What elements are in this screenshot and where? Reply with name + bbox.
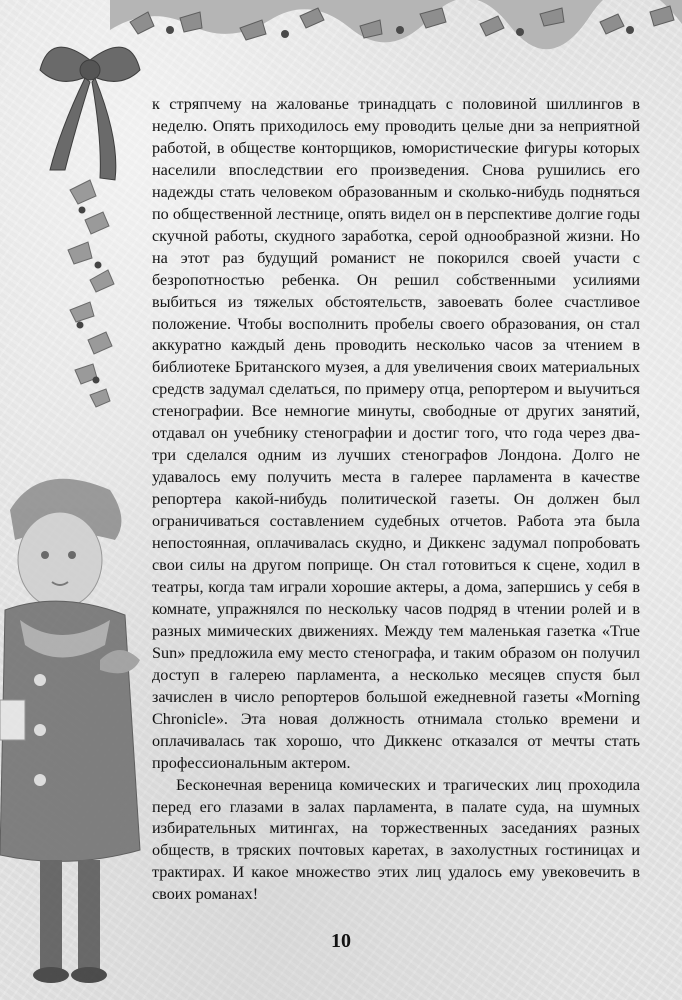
paragraph-1: к стряпчему на жалованье тринадцать с половиной шиллингов в неделю. Опять приходилось ему проводить целые дни за неприятной работой, в обществе конторщиков, юмористические фигуры которых населили впоследствии его произведения. Снова рушились его надежды стать человеком образованным и сколько-нибудь подняться по общественной лестнице, опять видел он в перспективе долгие годы скучной работы, скудного заработка, серой однообразной жизни. Но на этот раз будущий романист не покорился своей участи с безропотностью ребенка. Он решил собственными усилиями выбиться из тяжелых обстоятельств, завоевать более счастливое положение. Чтобы восполнить пробелы своего образования, он стал аккуратно каждый день проводить несколько часов за чтением в библиотеке Британского музея, а для увеличения своих материальных средств задумал сделаться, по примеру отца, репортером и выучиться стенографии. Все немногие минуты, свободные от других занятий, отдавал он учебнику стенографии и достиг того, что года через два-три сделался одним из лучших стенографов Лондона. Долго не удавалось ему получить места в галерее парламента в качестве репортера какой-нибудь политической газеты. Он должен был ограничиваться составлением судебных отчетов. Работа эта была непостоянная, оплачивалась скудно, и Диккенс задумал попробовать свои силы на другом поприще. Он стал готовиться к сцене, ходил в театры, когда там играли хорошие актеры, а дома, запершись у себя в комнате, упражнялся по нескольку часов подряд в чтении ролей и в разных мимических движениях. Между тем маленькая газетка «True Sun» предложила ему место стенографа, и таким образом он получил доступ в галерею парламента, а несколько месяцев спустя был зачислен в число репортеров большой ежедневной газеты «Morning Chronicle». Эта новая должность отнимала столько времени и оплачивалась так хорошо, что Диккенс отказался от мечты стать профессиональным актером. — [152, 95, 640, 772]
page-number: 10 — [331, 930, 351, 952]
victorian-girl-illustration — [0, 470, 150, 1000]
holly-garland-top — [110, 0, 682, 70]
paragraph-2: Бесконечная вереница комических и трагических лиц проходила перед его глазами в залах парламента, в палате суда, на шумных избирательных митингах, на торжественных заседаниях разных обществ, в тряских почтовых каретах, в захолустных гостиницах и трактирах. И какое множество этих лиц удалось ему увековечить в своих романах! — [152, 775, 640, 904]
holly-garland-bow — [30, 20, 150, 420]
body-text — [152, 94, 640, 906]
